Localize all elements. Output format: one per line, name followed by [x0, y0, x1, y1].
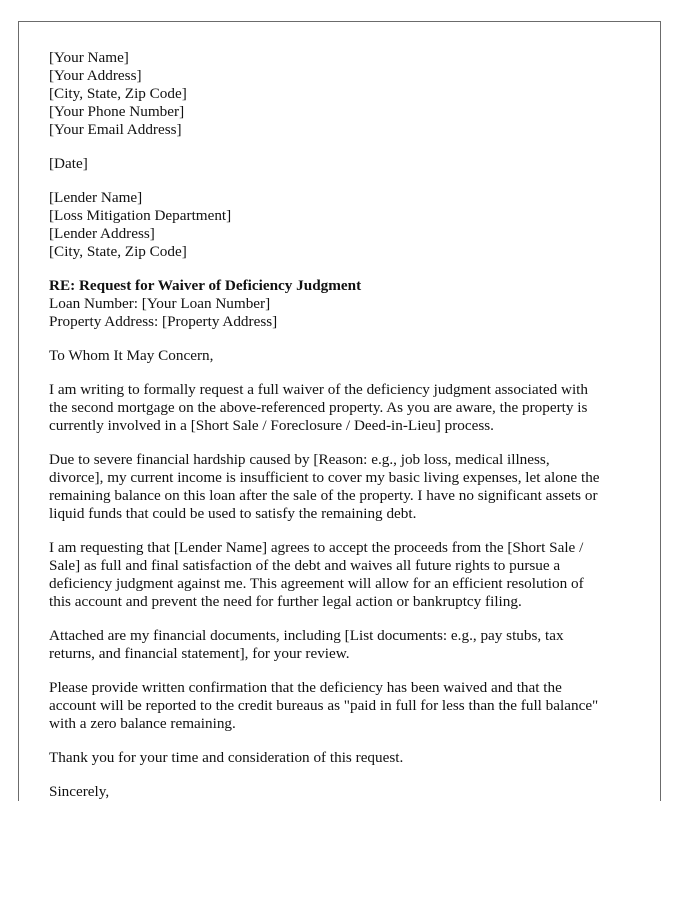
paragraph-line: divorce], my current income is insufficient to cover my basic living expenses, let alone the: [49, 469, 600, 486]
sender-city-state-zip: [City, State, Zip Code]: [49, 85, 187, 102]
paragraph-line: Please provide written confirmation that the deficiency has been waived and that the: [49, 679, 562, 696]
body-paragraph-4: [49, 627, 649, 663]
paragraph-line: remaining balance on this loan after the sale of the property. I have no significant assets or: [49, 487, 598, 504]
sender-block: [49, 49, 649, 139]
paragraph-line: I am writing to formally request a full waiver of the deficiency judgment associated with: [49, 381, 588, 398]
recipient-name: [Lender Name]: [49, 189, 143, 206]
paragraph-line: account will be reported to the credit bureaus as "paid in full for less than the full balance": [49, 697, 599, 714]
salutation-block: [49, 347, 649, 365]
letter-content: [49, 49, 649, 801]
paragraph-line: deficiency judgment against me. This agreement will allow for an efficient resolution of: [49, 575, 584, 592]
paragraph-line: with a zero balance remaining.: [49, 715, 236, 732]
sender-email: [Your Email Address]: [49, 121, 182, 138]
recipient-city-state-zip: [City, State, Zip Code]: [49, 243, 187, 260]
body-paragraph-2: [49, 451, 649, 523]
closing-block: [49, 783, 649, 801]
letter-date: [Date]: [49, 155, 88, 172]
paragraph-line: currently involved in a [Short Sale / Foreclosure / Deed-in-Lieu] process.: [49, 417, 494, 434]
property-address-line: Property Address: [Property Address]: [49, 313, 278, 330]
body-paragraph-3: [49, 539, 649, 611]
paragraph-line: Attached are my financial documents, including [List documents: e.g., pay stubs, tax: [49, 627, 564, 644]
paragraph-line: Sale] as full and final satisfaction of the debt and waives all future rights to pursue a: [49, 557, 561, 574]
subject-line: RE: Request for Waiver of Deficiency Judgment: [49, 277, 362, 294]
paragraph-line: returns, and financial statement], for your review.: [49, 645, 350, 662]
recipient-block: [49, 189, 649, 261]
sender-address: [Your Address]: [49, 67, 142, 84]
body-paragraph-6: [49, 749, 649, 767]
paragraph-line: liquid funds that could be used to satisfy the remaining debt.: [49, 505, 417, 522]
paragraph-line: Due to severe financial hardship caused by [Reason: e.g., job loss, medical illness,: [49, 451, 550, 468]
sender-name: [Your Name]: [49, 49, 129, 66]
recipient-address: [Lender Address]: [49, 225, 155, 242]
paragraph-line: the second mortgage on the above-referenced property. As you are aware, the property is: [49, 399, 588, 416]
date-block: [49, 155, 649, 173]
loan-number-line: Loan Number: [Your Loan Number]: [49, 295, 271, 312]
letter-page: [18, 21, 661, 801]
paragraph-line: Thank you for your time and consideration of this request.: [49, 749, 404, 766]
closing: Sincerely,: [49, 783, 110, 800]
reference-block: [49, 277, 649, 331]
body-paragraph-1: [49, 381, 649, 435]
paragraph-line: this account and prevent the need for further legal action or bankruptcy filing.: [49, 593, 522, 610]
paragraph-line: I am requesting that [Lender Name] agrees to accept the proceeds from the [Short Sale /: [49, 539, 584, 556]
body-paragraph-5: [49, 679, 649, 733]
salutation: To Whom It May Concern,: [49, 347, 214, 364]
sender-phone: [Your Phone Number]: [49, 103, 185, 120]
recipient-department: [Loss Mitigation Department]: [49, 207, 232, 224]
